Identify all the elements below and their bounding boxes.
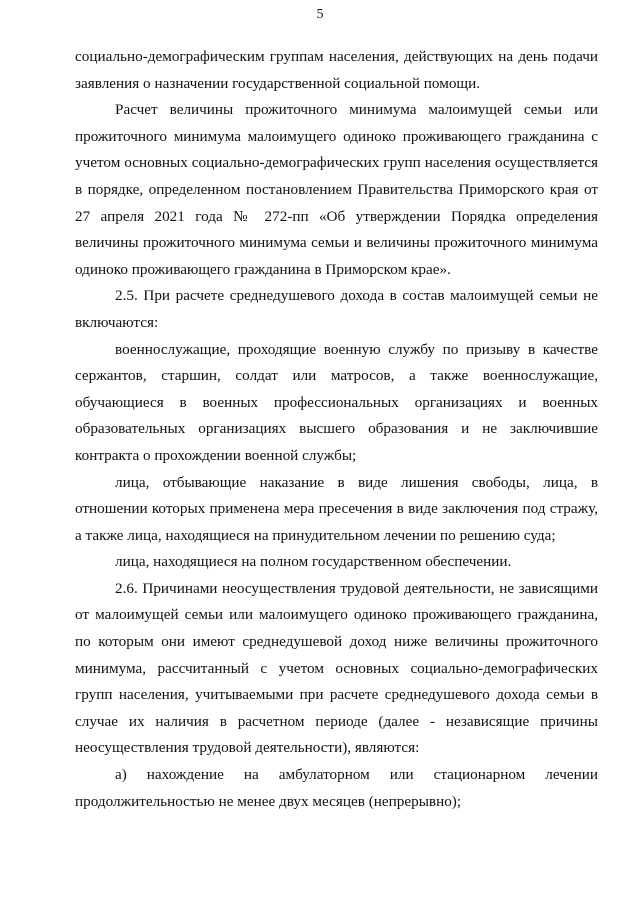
list-item-a: а) нахождение на амбулаторном или стационарном лечении продолжительностью не менее двух месяцев (непрерывно);: [75, 766, 598, 810]
paragraph-state-support: лица, находящиеся на полном государственном обеспечении.: [115, 553, 512, 571]
paragraph-2-5: 2.5. При расчете среднедушевого дохода в состав малоимущей семьи не включаются:: [75, 287, 598, 331]
paragraph-subsistence-calculation: Расчет величины прожиточного минимума малоимущей семьи или прожиточного минимума малоимущего одиноко проживающего гражданина с учетом основных социально-демографических групп населения осуществляется в порядке, определенном постановлением Правительства Приморского края от 27 апреля 2021 года № 272-пп «Об утверждении Порядка определения величины прожиточного минимума семьи и величины прожиточного минимума одиноко проживающего гражданина в Приморском крае».: [75, 101, 598, 278]
document-body: [75, 44, 598, 815]
paragraph-2-6: 2.6. Причинами неосуществления трудовой деятельности, не зависящими от малоимущей семьи или малоимущего одиноко проживающего гражданина, по которым они имеют среднедушевой доход ниже величины прожиточного минимума, рассчитанный с учетом основных социально-демографических групп населения, учитываемыми при расчете среднедушевого дохода семьи в случае их наличия в расчетном периоде (далее - независящие причины неосуществления трудовой деятельности), являются:: [75, 579, 598, 757]
paragraph-continuation: социально-демографическим группам населения, действующих на день подачи заявления о назначении государственной социальной помощи.: [75, 48, 598, 92]
page-number: 5: [316, 7, 324, 22]
paragraph-military-personnel: военнослужащие, проходящие военную службу по призыву в качестве сержантов, старшин, солдат или матросов, а также военнослужащие, обучающиеся в военных профессиональных организациях и военных образовательных организациях высшего образования и не заключившие контракта о прохождении военной службы;: [75, 340, 598, 464]
paragraph-persons-serving-sentence: лица, отбывающие наказание в виде лишения свободы, лица, в отношении которых применена мера пресечения в виде заключения под стражу, а также лица, находящиеся на принудительном лечении по решению суда;: [75, 473, 598, 544]
